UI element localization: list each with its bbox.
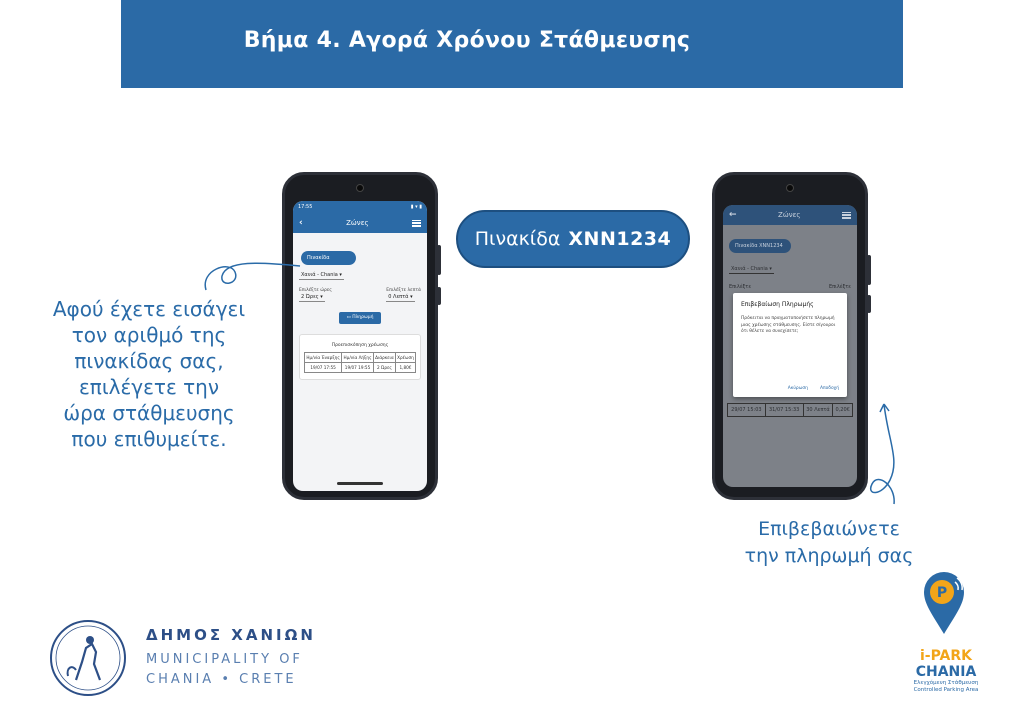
cancel-button[interactable]: Ακύρωση bbox=[787, 386, 808, 391]
camera-icon bbox=[786, 184, 794, 192]
payment-confirm-dialog bbox=[733, 293, 847, 397]
phone-mockup-confirm-payment bbox=[712, 172, 868, 500]
table-cell: 1,80€ bbox=[395, 363, 415, 373]
table-cell: 31/07 15:33 bbox=[765, 404, 803, 417]
plate-number: XNN1234 bbox=[568, 228, 672, 250]
table-cell: 29/07 15:03 bbox=[728, 404, 766, 417]
charge-table bbox=[727, 403, 853, 417]
volume-button bbox=[437, 245, 441, 275]
menu-icon[interactable] bbox=[842, 212, 851, 219]
municipality-line: CHANIA • CRETE bbox=[146, 672, 297, 687]
dialog-title: Επιβεβαίωση Πληρωμής bbox=[741, 301, 814, 308]
plate-number-badge bbox=[456, 210, 690, 268]
app-bar bbox=[723, 205, 857, 225]
minutes-label: Επιλέξτε bbox=[828, 284, 851, 290]
charge-table bbox=[304, 352, 416, 373]
instruction-caption-right bbox=[716, 516, 942, 570]
caption-line: τον αριθμό της bbox=[71, 323, 227, 347]
zone-select[interactable]: Χανιά - Chania ▾ bbox=[301, 272, 342, 278]
table-header: Ημ/νία Έναρξης bbox=[305, 353, 342, 363]
status-icons: ▮ ▾ ▮ bbox=[410, 204, 422, 210]
header-banner bbox=[121, 0, 903, 88]
card-caption: Προεπισκόπηση χρέωσης bbox=[331, 343, 389, 348]
app-bar bbox=[293, 213, 427, 233]
caption-line: πινακίδας σας, bbox=[74, 349, 224, 373]
municipality-name bbox=[146, 626, 316, 692]
curly-arrow-left bbox=[200, 250, 310, 300]
curly-arrow-right bbox=[860, 400, 910, 520]
table-header: Ημ/νία Λήξης bbox=[342, 353, 374, 363]
caption-line: επιλέγετε την bbox=[78, 375, 219, 399]
charge-preview-card bbox=[299, 334, 421, 380]
municipality-seal-logo bbox=[48, 618, 128, 698]
table-header-row bbox=[305, 353, 416, 363]
camera-icon bbox=[356, 184, 364, 192]
svg-text:P: P bbox=[936, 585, 948, 601]
instruction-caption-left bbox=[24, 296, 274, 452]
accept-button[interactable]: Αποδοχή bbox=[819, 386, 839, 391]
table-row bbox=[305, 363, 416, 373]
status-bar bbox=[293, 201, 427, 213]
ipark-line: CHANIA bbox=[915, 664, 977, 680]
minutes-select[interactable]: 0 Λεπτά ▾ bbox=[388, 294, 413, 300]
phone-screen bbox=[293, 201, 427, 491]
menu-icon[interactable] bbox=[412, 220, 421, 227]
phone-screen bbox=[723, 205, 857, 487]
table-header: Διάρκεια bbox=[373, 353, 395, 363]
pay-button[interactable]: ▭ Πληρωμή bbox=[339, 312, 381, 324]
table-row bbox=[728, 404, 853, 417]
hours-label: Επιλέξτε ώρες bbox=[299, 288, 332, 293]
hours-select[interactable]: 2 Ώρες ▾ bbox=[301, 294, 323, 300]
plate-input[interactable]: Πινακίδα bbox=[301, 251, 356, 265]
power-button bbox=[437, 287, 441, 305]
caption-line: που επιθυμείτε. bbox=[71, 427, 227, 451]
table-header: Χρέωση bbox=[395, 353, 415, 363]
back-arrow-icon[interactable]: ← bbox=[729, 210, 737, 220]
ipark-line: i-PARK bbox=[919, 648, 973, 664]
plate-prefix: Πινακίδα bbox=[474, 228, 561, 250]
plate-pill: Πινακίδα XNN1234 bbox=[729, 239, 791, 253]
minutes-label: Επιλέξτε λεπτά bbox=[386, 288, 421, 293]
app-bar-title: Ζώνες bbox=[778, 211, 801, 219]
ipark-pin-logo bbox=[922, 570, 966, 636]
caption-line: ώρα στάθμευσης bbox=[63, 401, 235, 425]
page-title: Βήμα 4. Αγορά Χρόνου Στάθμευσης bbox=[243, 28, 691, 53]
home-indicator bbox=[337, 482, 383, 485]
table-cell: 19/07 17:55 bbox=[305, 363, 342, 373]
table-cell: 0,20€ bbox=[833, 404, 853, 417]
municipality-line: ΔΗΜΟΣ ΧΑΝΙΩΝ bbox=[146, 626, 316, 644]
app-bar-title: Ζώνες bbox=[346, 219, 369, 227]
caption-line: Επιβεβαιώνετε bbox=[758, 518, 900, 540]
ipark-wordmark bbox=[900, 648, 992, 694]
hours-label: Επιλέξτε bbox=[729, 284, 752, 290]
caption-line: Αφού έχετε εισάγει bbox=[52, 297, 246, 321]
power-button bbox=[867, 295, 871, 313]
table-cell: 19/07 19:55 bbox=[342, 363, 374, 373]
volume-button bbox=[867, 255, 871, 285]
ipark-line: Controlled Parking Area bbox=[913, 687, 979, 693]
table-cell: 30 Λεπτά bbox=[803, 404, 833, 417]
municipality-line: MUNICIPALITY OF bbox=[146, 652, 303, 667]
ipark-line: Ελεγχόμενη Στάθμευση bbox=[913, 680, 979, 686]
dialog-message: Πρόκειται να πραγματοποιήσετε πληρωμή μιας χρέωσης στάθμευσης. Είστε σίγουροι ότι θέλετε να συνεχίσετε; bbox=[741, 316, 836, 334]
back-arrow-icon[interactable]: ‹ bbox=[299, 218, 303, 228]
caption-line: την πληρωμή σας bbox=[744, 545, 914, 567]
phone-mockup-select-time bbox=[282, 172, 438, 500]
table-cell: 2 Ώρες bbox=[373, 363, 395, 373]
status-time: 17:55 bbox=[298, 204, 313, 210]
zone-select: Χανιά - Chania ▾ bbox=[731, 266, 772, 272]
